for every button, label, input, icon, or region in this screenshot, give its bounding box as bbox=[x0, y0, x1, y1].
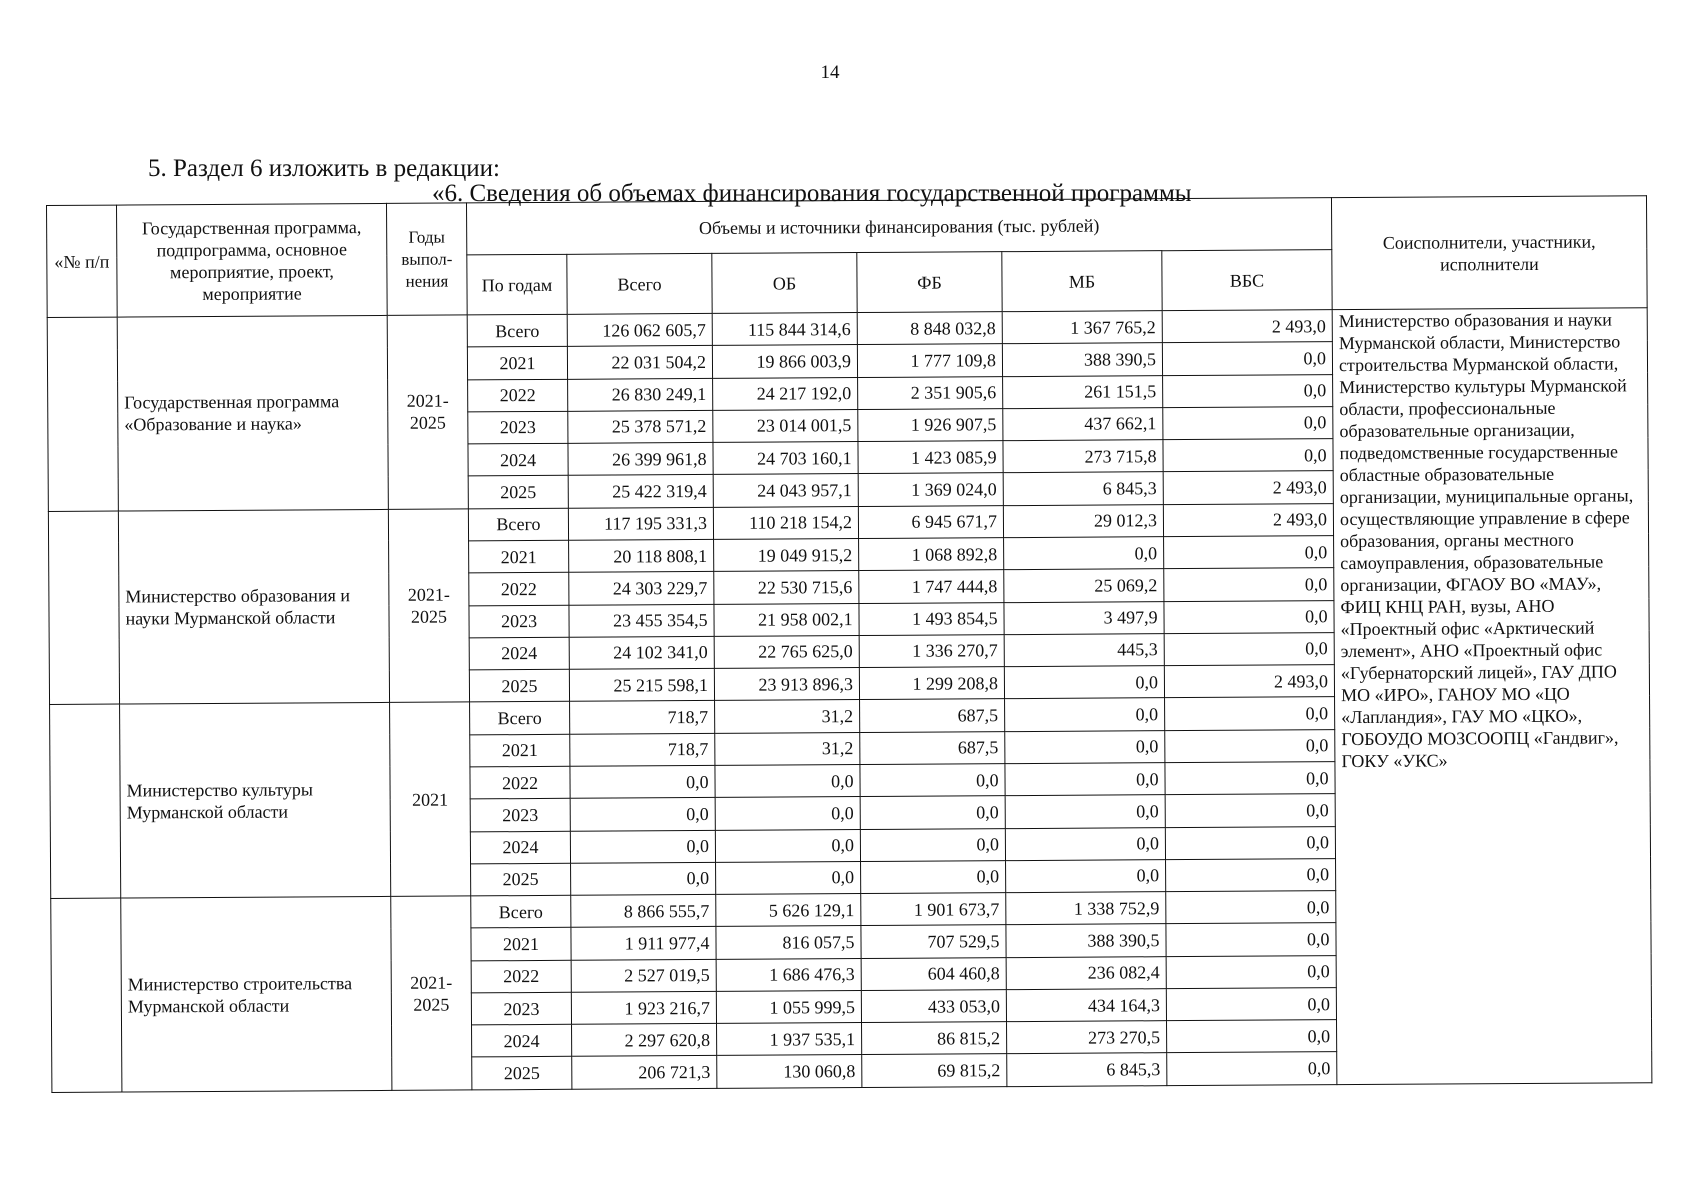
total-cell: 1 923 216,7 bbox=[571, 991, 716, 1024]
row-number-cell bbox=[47, 317, 118, 511]
mb-cell: 0,0 bbox=[1005, 730, 1165, 763]
coexecutors-text: Министерство образования и науки Мурманской области, Министерство строительства Мурманской области, Министерство культуры Мурманской области, профессиональные образовательные организации, подведомственные государственные областные образовательные организации, муниципальные органы, осуществляющие управление в сфере образования, органы местного самоуправления, образовательные организации, ФГАОУ ВО «МАУ», ФИЦ КНЦ РАН, вузы, АНО «Проектный офис «Арктический элемент», АНО «Проектный офис «Губернаторский лицей», ГАУ ДПО МО «ИРО», ГАНОУ МО «ЦО «Лапландия», ГАУ МО «ЦКО», ГОБОУДО МОЗСООПЦ «Гандвиг», ГОКУ «УКС» bbox=[1332, 308, 1652, 1085]
mb-cell: 273 715,8 bbox=[1003, 440, 1163, 473]
ob-cell: 1 055 999,5 bbox=[716, 990, 861, 1023]
total-cell: 718,7 bbox=[570, 701, 715, 734]
total-cell: 26 399 961,8 bbox=[568, 443, 713, 476]
vbs-cell: 2 493,0 bbox=[1163, 471, 1333, 504]
total-cell: 206 721,3 bbox=[572, 1056, 717, 1089]
total-cell: 26 830 249,1 bbox=[568, 378, 713, 411]
fb-cell: 69 815,2 bbox=[862, 1054, 1007, 1087]
header-funding-group: Объемы и источники финансирования (тыс. рублей) bbox=[466, 198, 1331, 255]
total-cell: 126 062 605,7 bbox=[567, 313, 712, 346]
vbs-cell: 0,0 bbox=[1167, 1052, 1337, 1086]
period-cell: 2025 bbox=[469, 669, 569, 702]
ob-cell: 21 958 002,1 bbox=[714, 603, 859, 636]
fb-cell: 0,0 bbox=[861, 860, 1006, 893]
header-program: Государственная программа, подпрограмма, основное мероприятие, проект, мероприятие bbox=[117, 203, 388, 317]
period-cell: 2023 bbox=[468, 411, 568, 444]
fb-cell: 687,5 bbox=[860, 699, 1005, 732]
vbs-cell: 0,0 bbox=[1163, 374, 1333, 407]
total-cell: 20 118 808,1 bbox=[569, 539, 714, 572]
total-cell: 117 195 331,3 bbox=[568, 507, 713, 540]
period-cell: 2024 bbox=[469, 637, 569, 670]
period-cell: 2025 bbox=[471, 863, 571, 896]
vbs-cell: 2 493,0 bbox=[1162, 310, 1332, 343]
header-total: Всего bbox=[567, 253, 712, 314]
vbs-cell: 0,0 bbox=[1165, 826, 1335, 859]
period-cell: 2022 bbox=[468, 379, 568, 412]
ob-cell: 0,0 bbox=[715, 764, 860, 797]
execution-years: 2021-2025 bbox=[391, 896, 472, 1090]
ob-cell: 24 703 160,1 bbox=[713, 442, 858, 475]
header-by-year: По годам bbox=[467, 254, 567, 315]
mb-cell: 29 012,3 bbox=[1003, 504, 1163, 537]
period-cell: Всего bbox=[468, 508, 568, 541]
fb-cell: 1 747 444,8 bbox=[859, 570, 1004, 603]
vbs-cell: 0,0 bbox=[1162, 342, 1332, 375]
row-number-cell bbox=[51, 898, 122, 1092]
total-cell: 23 455 354,5 bbox=[569, 604, 714, 637]
page-number: 14 bbox=[820, 62, 840, 83]
vbs-cell: 0,0 bbox=[1163, 406, 1333, 439]
mb-cell: 445,3 bbox=[1004, 633, 1164, 666]
period-cell: 2021 bbox=[470, 734, 570, 767]
total-cell: 1 911 977,4 bbox=[571, 927, 716, 960]
total-cell: 0,0 bbox=[570, 798, 715, 831]
execution-years: 2021 bbox=[390, 702, 471, 896]
mb-cell: 273 270,5 bbox=[1007, 1021, 1167, 1054]
mb-cell: 388 390,5 bbox=[1006, 924, 1166, 957]
fb-cell: 1 493 854,5 bbox=[859, 602, 1004, 635]
header-mb: МБ bbox=[1002, 251, 1162, 312]
ob-cell: 31,2 bbox=[715, 732, 860, 765]
ob-cell: 1 937 535,1 bbox=[717, 1023, 862, 1056]
fb-cell: 0,0 bbox=[860, 764, 1005, 797]
vbs-cell: 0,0 bbox=[1164, 632, 1334, 665]
mb-cell: 0,0 bbox=[1005, 827, 1165, 860]
period-cell: 2021 bbox=[471, 928, 571, 961]
total-cell: 2 527 019,5 bbox=[571, 959, 716, 992]
vbs-cell: 0,0 bbox=[1166, 955, 1336, 988]
ob-cell: 19 049 915,2 bbox=[714, 539, 859, 572]
period-cell: 2023 bbox=[470, 799, 570, 832]
ob-cell: 5 626 129,1 bbox=[716, 894, 861, 927]
fb-cell: 1 369 024,0 bbox=[858, 473, 1003, 506]
mb-cell: 0,0 bbox=[1005, 763, 1165, 796]
mb-cell: 6 845,3 bbox=[1003, 472, 1163, 505]
ob-cell: 110 218 154,2 bbox=[713, 506, 858, 539]
mb-cell: 434 164,3 bbox=[1006, 989, 1166, 1022]
ob-cell: 24 217 192,0 bbox=[713, 377, 858, 410]
total-cell: 25 215 598,1 bbox=[569, 669, 714, 702]
program-name: Министерство строительства Мурманской области bbox=[121, 896, 392, 1092]
ob-cell: 23 913 896,3 bbox=[714, 668, 859, 701]
mb-cell: 388 390,5 bbox=[1002, 343, 1162, 376]
vbs-cell: 2 493,0 bbox=[1164, 665, 1334, 698]
total-cell: 2 297 620,8 bbox=[572, 1024, 717, 1057]
vbs-cell: 2 493,0 bbox=[1163, 503, 1333, 536]
ob-cell: 130 060,8 bbox=[717, 1055, 862, 1088]
mb-cell: 0,0 bbox=[1005, 795, 1165, 828]
header-ob: ОБ bbox=[712, 253, 857, 314]
fb-cell: 1 299 208,8 bbox=[859, 667, 1004, 700]
mb-cell: 0,0 bbox=[1004, 666, 1164, 699]
period-cell: 2025 bbox=[468, 476, 568, 509]
period-cell: 2024 bbox=[472, 1024, 572, 1057]
mb-cell: 437 662,1 bbox=[1003, 408, 1163, 441]
ob-cell: 31,2 bbox=[715, 700, 860, 733]
section-heading: «6. Сведения об объемах финансирования государственной программы bbox=[432, 180, 1192, 207]
execution-years: 2021-2025 bbox=[388, 509, 469, 703]
period-cell: 2024 bbox=[468, 443, 568, 476]
vbs-cell: 0,0 bbox=[1167, 1020, 1337, 1053]
total-cell: 24 303 229,7 bbox=[569, 572, 714, 605]
mb-cell: 25 069,2 bbox=[1004, 569, 1164, 602]
header-num: «№ п/п bbox=[47, 205, 118, 317]
ob-cell: 22 530 715,6 bbox=[714, 571, 859, 604]
total-cell: 0,0 bbox=[570, 830, 715, 863]
fb-cell: 707 529,5 bbox=[861, 925, 1006, 958]
vbs-cell: 0,0 bbox=[1166, 858, 1336, 891]
program-name: Государственная программа «Образование и наука» bbox=[117, 315, 388, 510]
header-years: Годы выпол-нения bbox=[386, 203, 467, 315]
ob-cell: 19 866 003,9 bbox=[712, 345, 857, 378]
execution-years: 2021-2025 bbox=[387, 315, 468, 509]
fb-cell: 6 945 671,7 bbox=[858, 505, 1003, 538]
period-cell: 2025 bbox=[472, 1057, 572, 1090]
total-cell: 0,0 bbox=[571, 862, 716, 895]
mb-cell: 1 367 765,2 bbox=[1002, 311, 1162, 344]
period-cell: 2022 bbox=[470, 766, 570, 799]
fb-cell: 1 777 109,8 bbox=[857, 344, 1002, 377]
fb-cell: 433 053,0 bbox=[861, 990, 1006, 1023]
period-cell: 2024 bbox=[470, 831, 570, 864]
fb-cell: 2 351 905,6 bbox=[858, 376, 1003, 409]
period-cell: 2021 bbox=[467, 347, 567, 380]
mb-cell: 236 082,4 bbox=[1006, 956, 1166, 989]
header-fb: ФБ bbox=[857, 252, 1002, 313]
vbs-cell: 0,0 bbox=[1166, 923, 1336, 956]
fb-cell: 687,5 bbox=[860, 731, 1005, 764]
ob-cell: 0,0 bbox=[715, 829, 860, 862]
fb-cell: 8 848 032,8 bbox=[857, 312, 1002, 345]
ob-cell: 23 014 001,5 bbox=[713, 409, 858, 442]
row-number-cell bbox=[48, 511, 119, 705]
fb-cell: 1 423 085,9 bbox=[858, 441, 1003, 474]
period-cell: Всего bbox=[471, 895, 571, 928]
fb-cell: 1 926 907,5 bbox=[858, 409, 1003, 442]
header-coexecutors: Соисполнители, участники, исполнители bbox=[1331, 196, 1647, 310]
vbs-cell: 0,0 bbox=[1164, 536, 1334, 569]
table-body bbox=[47, 308, 1652, 1093]
fb-cell: 0,0 bbox=[860, 796, 1005, 829]
mb-cell: 261 151,5 bbox=[1003, 375, 1163, 408]
fb-cell: 86 815,2 bbox=[862, 1022, 1007, 1055]
intro-text: 5. Раздел 6 изложить в редакции: bbox=[148, 155, 500, 182]
fb-cell: 0,0 bbox=[860, 828, 1005, 861]
ob-cell: 0,0 bbox=[715, 797, 860, 830]
program-name: Министерство образования и науки Мурманской области bbox=[118, 509, 389, 704]
total-cell: 0,0 bbox=[570, 765, 715, 798]
period-cell: 2023 bbox=[469, 605, 569, 638]
total-cell: 8 866 555,7 bbox=[571, 894, 716, 927]
mb-cell: 3 497,9 bbox=[1004, 601, 1164, 634]
mb-cell: 0,0 bbox=[1004, 537, 1164, 570]
mb-cell: 0,0 bbox=[1005, 698, 1165, 731]
period-cell: 2021 bbox=[469, 540, 569, 573]
vbs-cell: 0,0 bbox=[1164, 600, 1334, 633]
total-cell: 718,7 bbox=[570, 733, 715, 766]
mb-cell: 1 338 752,9 bbox=[1006, 892, 1166, 925]
header-vbs: ВБС bbox=[1162, 250, 1332, 311]
period-cell: 2023 bbox=[471, 992, 571, 1025]
ob-cell: 816 057,5 bbox=[716, 926, 861, 959]
financing-table bbox=[46, 195, 1652, 1093]
vbs-cell: 0,0 bbox=[1165, 794, 1335, 827]
mb-cell: 0,0 bbox=[1006, 859, 1166, 892]
period-cell: Всего bbox=[467, 314, 567, 347]
vbs-cell: 0,0 bbox=[1166, 988, 1336, 1021]
vbs-cell: 0,0 bbox=[1164, 568, 1334, 601]
fb-cell: 1 068 892,8 bbox=[859, 538, 1004, 571]
ob-cell: 0,0 bbox=[716, 861, 861, 894]
vbs-cell: 0,0 bbox=[1165, 697, 1335, 730]
period-cell: Всего bbox=[470, 702, 570, 735]
total-cell: 25 378 571,2 bbox=[568, 410, 713, 443]
vbs-cell: 0,0 bbox=[1165, 729, 1335, 762]
row-number-cell bbox=[50, 704, 121, 898]
ob-cell: 24 043 957,1 bbox=[713, 474, 858, 507]
ob-cell: 22 765 625,0 bbox=[714, 635, 859, 668]
period-cell: 2022 bbox=[471, 960, 571, 993]
ob-cell: 115 844 314,6 bbox=[712, 313, 857, 346]
vbs-cell: 0,0 bbox=[1165, 762, 1335, 795]
mb-cell: 6 845,3 bbox=[1007, 1053, 1167, 1087]
fb-cell: 1 336 270,7 bbox=[859, 634, 1004, 667]
total-cell: 24 102 341,0 bbox=[569, 636, 714, 669]
total-cell: 25 422 319,4 bbox=[568, 475, 713, 508]
fb-cell: 1 901 673,7 bbox=[861, 893, 1006, 926]
total-cell: 22 031 504,2 bbox=[567, 346, 712, 379]
ob-cell: 1 686 476,3 bbox=[716, 958, 861, 991]
fb-cell: 604 460,8 bbox=[861, 957, 1006, 990]
program-name: Министерство культуры Мурманской области bbox=[120, 703, 391, 898]
vbs-cell: 0,0 bbox=[1166, 891, 1336, 924]
period-cell: 2022 bbox=[469, 573, 569, 606]
vbs-cell: 0,0 bbox=[1163, 439, 1333, 472]
